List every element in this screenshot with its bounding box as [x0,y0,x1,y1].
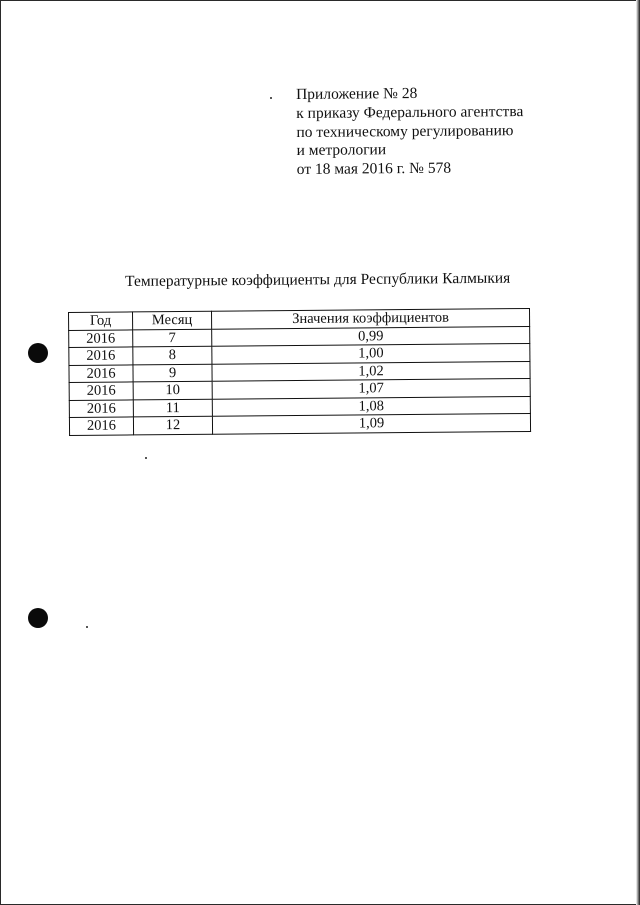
cell-value: 1,08 [212,396,530,416]
cell-year: 2016 [69,382,133,400]
coefficients-table [68,308,531,436]
cell-year: 2016 [69,399,133,417]
appendix-agency-line: и метрологии [296,141,387,160]
scan-speck [145,457,147,459]
appendix-order-ref: к приказу Федерального агентства [296,102,524,122]
cell-year: 2016 [69,329,133,347]
cell-value: 1,02 [212,361,530,381]
punch-hole-top [28,343,48,363]
cell-year: 2016 [69,347,133,365]
cell-year: 2016 [69,364,133,382]
cell-year: 2016 [69,417,133,435]
scan-speck [270,97,272,99]
document-title: Температурные коэффициенты для Республики Калмыкия [125,269,511,290]
appendix-number: Приложение № 28 [296,84,418,103]
appendix-header [296,84,524,180]
appendix-agency-line: по техническому регулированию [296,121,514,141]
appendix-order-date: от 18 мая 2016 г. № 578 [296,159,452,179]
cell-month: 10 [133,381,212,399]
table-row [69,413,530,435]
cell-value: 1,09 [212,413,530,433]
column-header-value: Значения коэффициентов [211,308,529,328]
column-header-year: Год [69,312,133,330]
cell-value: 1,00 [212,343,530,363]
cell-month: 9 [133,364,212,382]
punch-hole-bottom [28,608,48,628]
cell-month: 11 [133,399,212,417]
scan-speck [86,626,88,628]
cell-value: 0,99 [212,326,530,346]
cell-value: 1,07 [212,378,530,398]
column-header-month: Месяц [133,311,212,329]
scan-edge [636,0,640,905]
cell-month: 8 [133,346,212,364]
cell-month: 7 [133,329,212,347]
cell-month: 12 [133,416,212,434]
